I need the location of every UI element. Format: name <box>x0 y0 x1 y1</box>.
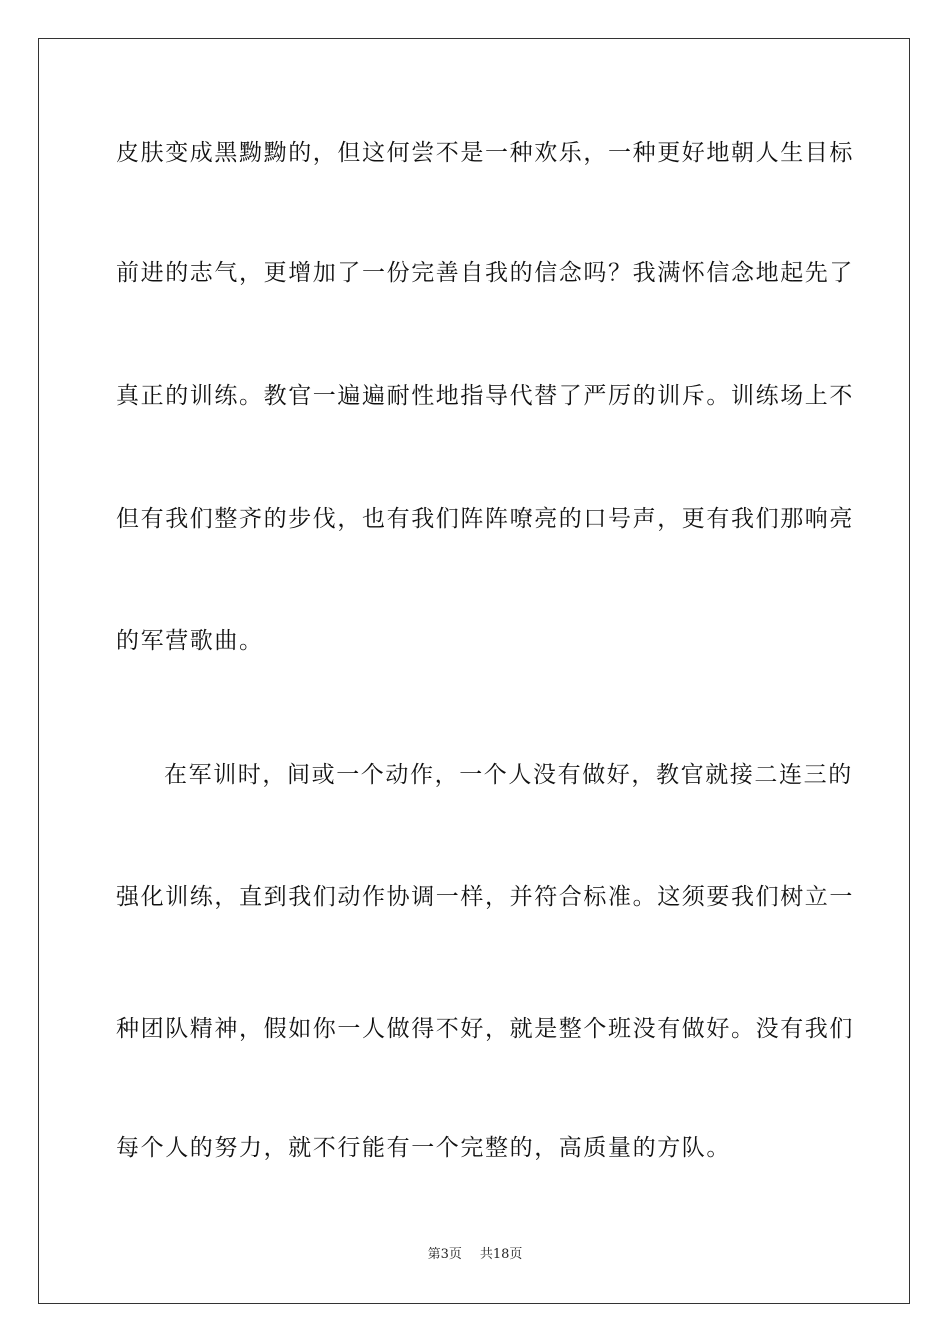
text-line: 强化训练，直到我们动作协调一样，并符合标准。这须要我们树立一 <box>116 884 854 910</box>
paragraph-first-line: 在军训时，间或一个动作，一个人没有做好，教官就接二连三的 <box>164 762 853 788</box>
text-line: 种团队精神，假如你一人做得不好，就是整个班没有做好。没有我们 <box>116 1016 854 1042</box>
text-line: 每个人的努力，就不行能有一个完整的，高质量的方队。 <box>116 1135 731 1161</box>
text-line: 前进的志气，更增加了一份完善自我的信念吗？我满怀信念地起先了 <box>116 260 854 286</box>
text-line: 的军营歌曲。 <box>116 628 264 654</box>
text-line: 但有我们整齐的步伐，也有我们阵阵嘹亮的口号声，更有我们那响亮 <box>116 506 854 532</box>
text-line: 皮肤变成黑黝黝的，但这何尝不是一种欢乐，一种更好地朝人生目标 <box>116 140 854 166</box>
page-total: 共18页 <box>479 1247 523 1262</box>
text-line: 真正的训练。教官一遍遍耐性地指导代替了严厉的训斥。训练场上不 <box>116 383 854 409</box>
page-number: 第3页 <box>427 1247 462 1262</box>
page-frame <box>38 38 910 1304</box>
page-footer <box>0 1247 950 1263</box>
